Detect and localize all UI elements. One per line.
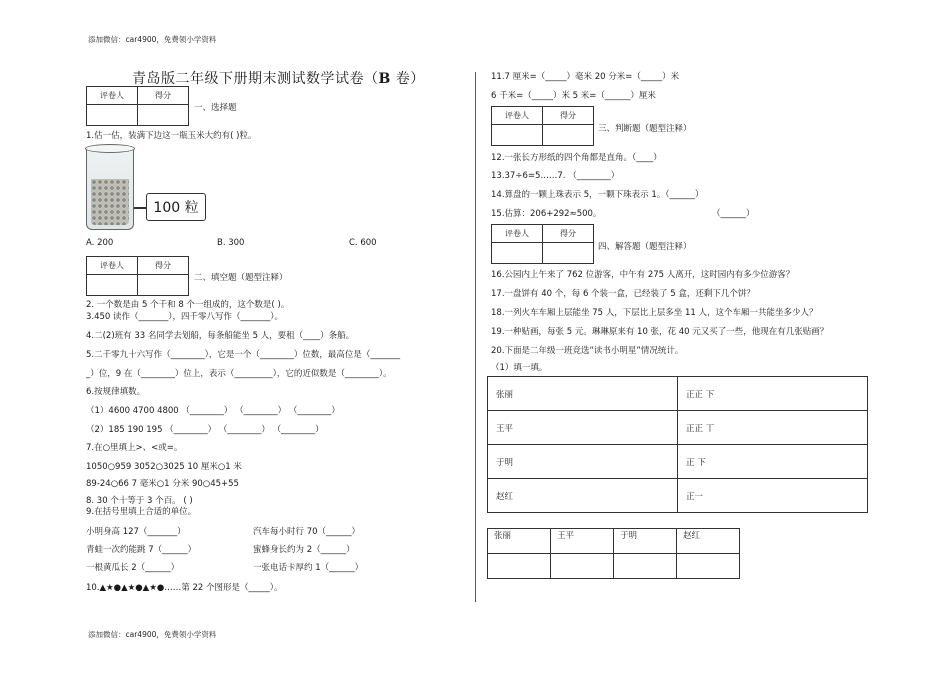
question-9b-left: 青蛙一次约能跳 7（______） [86,545,197,555]
title-bold: B [378,71,391,87]
tally-name: 赵红 [488,479,678,513]
score-box-1 [86,86,189,126]
question-14: 14.算盘的一颗上珠表示 5，一颗下珠表示 1。（______） [491,190,704,200]
option-b[interactable]: B. 300 [217,238,245,248]
question-7b: 89-24○66 7 毫米○1 分米 90○45+55 [86,479,239,489]
score-label: 得分 [543,225,594,243]
question-19: 19.一种贴画，每张 5 元。琳琳原来有 10 张，花 40 元又买了一些，他现在有几张贴画？ [491,327,829,337]
grader-cell[interactable] [492,125,543,146]
summary-header: 王平 [551,529,614,554]
question-11b: 6 千米=（_____）米 5 米=（______）厘米 [491,91,656,101]
grader-label: 评卷人 [87,87,138,105]
question-11a: 11.7 厘米=（_____）毫米 20 分米=（_____）米 [491,72,680,82]
title-main: 青岛版二年级下册期末测试数学试卷（ [132,71,379,87]
question-18: 18.一列火车车厢上层能坐 75 人，下层比上层多坐 11 人，这个车厢一共能坐多少人？ [491,308,818,318]
table-row [488,479,868,513]
question-12: 12.一张长方形纸的四个角都是直角。（____） [491,153,662,163]
summary-header: 赵红 [677,529,740,554]
question-1: 1.估一估，装满下边这一瓶玉米大约有( )粒。 [86,131,257,141]
footer-note: 添加微信：car4900，免费领小学资料 [88,630,217,639]
table-row [488,411,868,445]
summary-header: 于明 [614,529,677,554]
score-cell[interactable] [543,243,594,264]
question-6a: （1）4600 4700 4800 （________） （________） （________） [86,406,340,416]
page-title [132,68,425,88]
summary-table [487,528,740,579]
section-3-title: 三、判断题（题型注释） [598,124,692,134]
section-1-title: 一、选择题 [194,103,237,113]
score-cell[interactable] [138,105,189,126]
tally-name: 王平 [488,411,678,445]
score-box-4 [491,224,594,264]
question-6: 6.按规律填数。 [86,387,146,397]
score-box-2 [86,256,189,296]
tally-name: 于明 [488,445,678,479]
question-8: 8. 30 个十等于 3 个百。 ( ) [86,496,193,506]
question-20: 20.下面是二年级一班竞选“读书小明星”情况统计。 [491,346,684,356]
question-9: 9.在括号里填上合适的单位。 [86,507,197,517]
table-row [488,554,740,579]
question-9a-right: 汽车每小时行 70（______） [253,527,361,537]
question-7a: 1050○959 3052○3025 10 厘米○1 米 [86,462,242,472]
option-a[interactable]: A. 200 [86,238,114,248]
table-row [488,445,868,479]
grader-label: 评卷人 [87,257,138,275]
question-17: 17.一盘饼有 40 个，每 6 个装一盒，已经装了 5 盒，还剩下几个饼？ [491,289,755,299]
question-16: 16.公园内上午来了 762 位游客，中午有 275 人离开，这时园内有多少位游客？ [491,270,795,280]
section-2-title: 二、填空题（题型注释） [194,273,288,283]
image-label-box: 100 粒 [146,193,206,221]
score-box-3 [491,106,594,146]
table-row [488,377,868,411]
summary-answer-cell[interactable] [551,554,614,579]
question-20-sub: （1）填一填。 [491,363,548,373]
grader-cell[interactable] [87,105,138,126]
summary-answer-cell[interactable] [677,554,740,579]
score-label: 得分 [138,257,189,275]
tally-mark: 正 下 [678,445,868,479]
jar-rim [85,144,135,153]
question-2: 2. 一个数是由 5 个千和 8 个一组成的，这个数是( )。 [86,300,290,310]
question-9c-left: 一根黄瓜长 2（______） [86,563,180,573]
tally-table [487,376,868,513]
question-7: 7.在○里填上>、<或=。 [86,443,183,453]
question-5-line-2: _）位，9 在（________）位上，表示（_________），它的近似数是（________）。 [86,369,392,379]
score-cell[interactable] [543,125,594,146]
question-6b: （2）185 190 195 （________） （________） （________） [86,425,324,435]
grader-cell[interactable] [492,243,543,264]
option-c[interactable]: C. 600 [349,238,377,248]
question-9c-right: 一张电话卡厚约 1（______） [253,563,364,573]
question-15-blank[interactable]: （______） [712,209,755,219]
title-end: 卷） [390,71,425,87]
question-4: 4.二(2)班有 33 名同学去划船，每条船能坐 5 人，要租（____）条船。 [86,331,355,341]
score-cell[interactable] [138,275,189,296]
question-3: 3.450 读作（_______），四千零八写作（_______）。 [86,312,284,322]
question-9b-right: 蜜蜂身长约为 2（______） [253,545,355,555]
column-divider [475,72,476,602]
grader-label: 评卷人 [492,225,543,243]
summary-answer-cell[interactable] [488,554,551,579]
section-4-title: 四、解答题（题型注释） [598,242,692,252]
header-note: 添加微信：car4900，免费领小学资料 [88,35,217,44]
summary-header: 张丽 [488,529,551,554]
tally-mark: 正一 [678,479,868,513]
question-10: 10.▲★●▲★●▲★●……第 22 个图形是（_____）。 [86,583,283,593]
tally-mark: 正正 丅 [678,411,868,445]
label-connector [134,207,146,209]
summary-answer-cell[interactable] [614,554,677,579]
tally-name: 张丽 [488,377,678,411]
corn-kernels [91,179,129,225]
question-15: 15.估算：206+292≈500。 [491,209,602,219]
score-label: 得分 [543,107,594,125]
tally-mark: 正正 下 [678,377,868,411]
question-5-line-1: 5.二千零九十六写作（________），它是一个（________）位数，最高位是（_______ [86,350,401,360]
score-label: 得分 [138,87,189,105]
question-9a-left: 小明身高 127（_______） [86,527,186,537]
grader-label: 评卷人 [492,107,543,125]
grader-cell[interactable] [87,275,138,296]
question-13: 13.37÷6=5……7. （________） [491,171,620,181]
table-row [488,529,740,554]
corn-jar-image [86,146,134,230]
